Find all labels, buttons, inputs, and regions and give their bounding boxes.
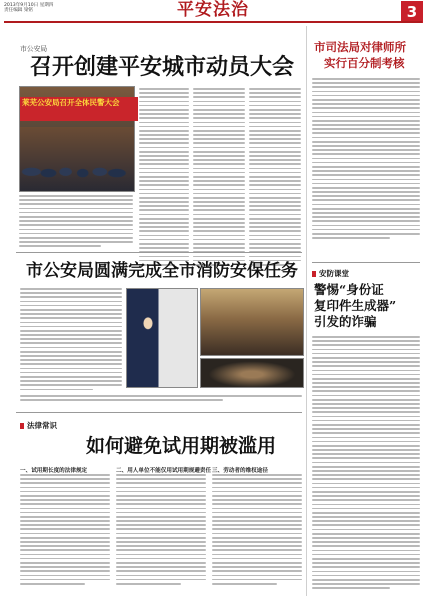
- masthead-rule: [4, 21, 422, 23]
- main-text-col-1: [139, 88, 189, 268]
- right-headline-2: 复印件生成器”: [314, 298, 397, 313]
- right-section-tag: 安防课堂: [312, 268, 349, 279]
- second-photo-night: [200, 358, 304, 388]
- main-text-under-photo: [19, 195, 133, 249]
- masthead-title: 平安法治: [177, 0, 249, 20]
- section-rule-1: [16, 252, 302, 253]
- legal-text-col-3: [212, 474, 302, 587]
- right-rule: [312, 262, 420, 263]
- legal-subhead-2: 二、用人单位不能仅用试用期规避责任: [116, 468, 212, 474]
- second-photo-venue: [200, 288, 304, 356]
- right-headline-3: 引发的诈骗: [314, 314, 377, 329]
- main-photo-audience: [20, 127, 134, 191]
- legal-headline: 如何避免试用期被滥用: [86, 435, 277, 457]
- right-top-text: [312, 78, 420, 241]
- right-top-headline-1: 市司法局对律师所: [314, 40, 406, 54]
- right-top-headline-2: 实行百分制考核: [324, 56, 405, 70]
- legal-subhead-3: 三、劳动者的维权途径: [212, 468, 268, 474]
- page-number: 3: [401, 1, 423, 23]
- section-rule-2: [16, 412, 302, 413]
- right-headline-1: 警惕“身份证: [314, 282, 384, 297]
- second-photo-police: [126, 288, 198, 388]
- right-bottom-text: [312, 336, 420, 591]
- masthead-date: 2013年9月10日 星期四: [4, 3, 54, 8]
- legal-section-tag: 法律常识: [20, 420, 57, 431]
- main-kicker: 市公安局: [20, 45, 48, 53]
- main-photo: [19, 86, 135, 192]
- legal-text-col-1: [20, 474, 110, 587]
- masthead-editor: 责任编辑 梁铭: [4, 8, 34, 14]
- legal-subhead-1: 一、试用期长度的法律规定: [20, 468, 88, 474]
- main-text-col-2: [193, 88, 245, 268]
- second-text-col-1: [20, 288, 122, 393]
- legal-text-col-2: [116, 474, 206, 587]
- second-text-bottom: [20, 395, 302, 403]
- main-headline: 召开创建平安城市动员大会: [30, 54, 295, 80]
- main-text-col-3: [249, 88, 301, 268]
- second-headline: 市公安局圆满完成全市消防安保任务: [26, 261, 298, 281]
- main-photo-banner: 莱芜公安局召开全体民警大会: [20, 97, 138, 121]
- column-divider: [306, 26, 307, 596]
